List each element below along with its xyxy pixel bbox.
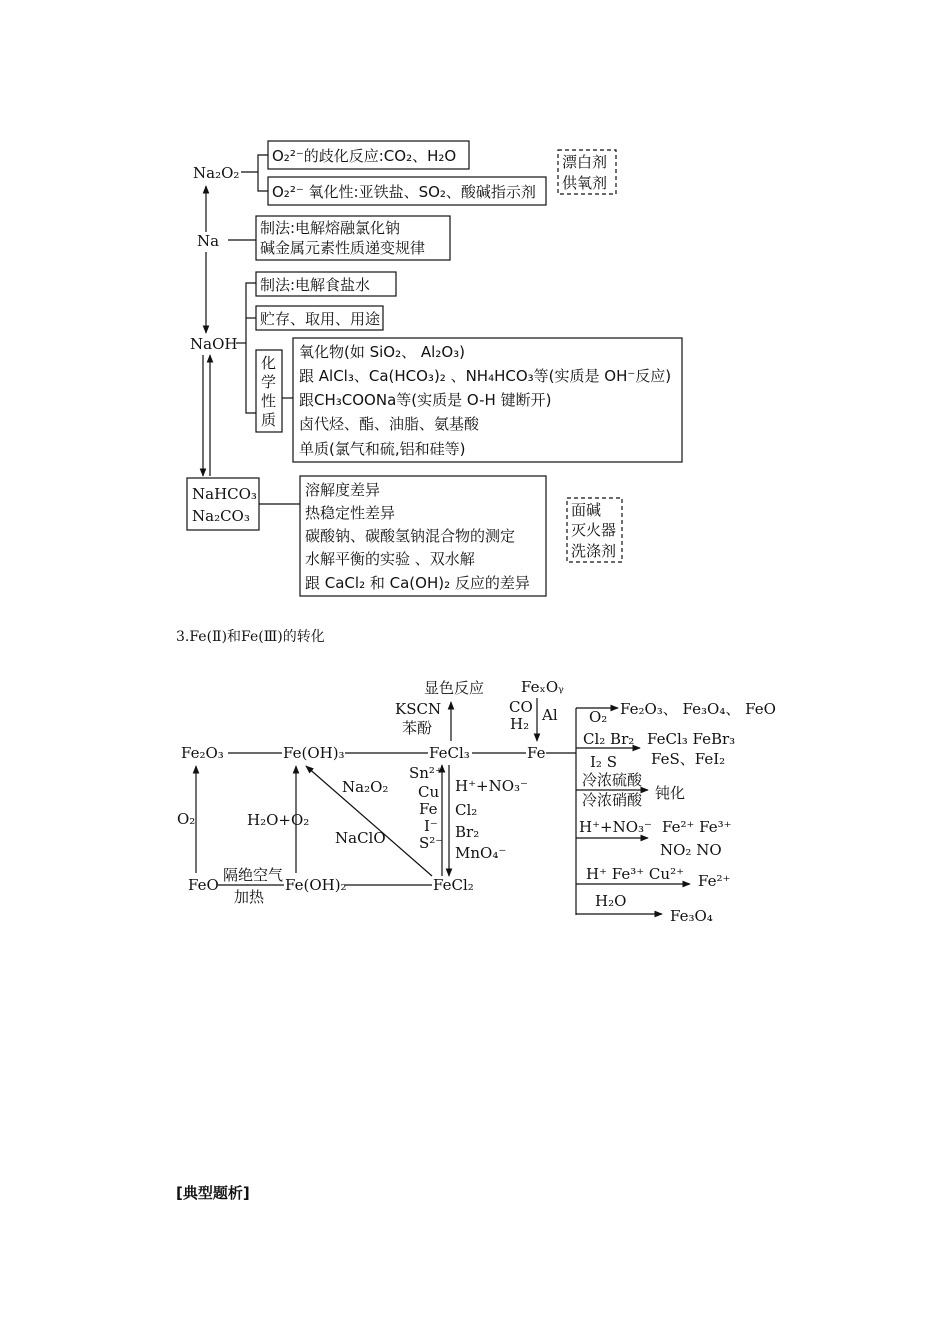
bleach-label: 漂白剂 [562,153,608,171]
na-node: Na [197,232,220,250]
carbonate-use-3: 洗涤剂 [571,542,617,560]
o2-oxidizing-text: O₂²⁻ 氧化性:亚铁盐、SO₂、酸碱指示剂 [272,183,536,201]
kscn-label: KSCN [395,700,442,718]
r5-product-top: Fe²⁺ Fe³⁺ [662,818,732,836]
r4-product: 钝化 [655,784,686,802]
typical-analysis-title: [典型题析] [176,1184,250,1202]
fexoy-label: FeₓOᵧ [521,678,564,696]
chem-props-char-3: 性 [261,392,277,410]
reducer-3: Fe [419,800,438,818]
chem-props-char-2: 学 [261,373,277,391]
o2-left-label: O₂ [177,810,196,828]
naoh-prep-text: 制法:电解食盐水 [260,276,371,294]
naoh-storage-text: 贮存、取用、用途 [260,310,381,328]
carbonate-prop-1: 溶解度差异 [305,481,381,499]
h2o-o2-label: H₂O+O₂ [247,811,310,829]
r2-product: FeCl₃ FeBr₃ [647,730,736,748]
oxidizer-3: Br₂ [455,823,480,841]
r1-reagent: O₂ [589,708,608,726]
na-trend-text: 碱金属元素性质递变规律 [260,239,426,257]
r7-reagent: H₂O [595,892,627,910]
chem-prop-1: 氧化物(如 SiO₂、 Al₂O₃) [299,343,466,361]
fecl3-node: FeCl₃ [429,744,470,762]
o2-disproportion-text: O₂²⁻的歧化反应:CO₂、H₂O [272,147,457,165]
na2o2-bracket [258,155,268,191]
carbonate-use-1: 面碱 [571,501,602,519]
r1-product: Fe₂O₃、 Fe₃O₄、 FeO [620,700,776,718]
heat-label: 加热 [234,888,265,906]
h2-label: H₂ [510,715,530,733]
fe2o3-node: Fe₂O₃ [181,744,224,762]
chem-props-char-1: 化 [261,354,277,372]
al-label: Al [542,706,558,724]
oxidizer-2: Cl₂ [455,801,478,819]
chem-prop-5: 单质(氯气和硫,铝和硅等) [299,440,466,458]
r5-product-bottom: NO₂ NO [660,841,722,859]
na2co3-node: Na₂CO₃ [192,507,250,525]
naoh-node: NaOH [190,335,238,353]
phenol-label: 苯酚 [402,719,433,737]
reducer-2: Cu [418,783,440,801]
fecl2-node: FeCl₂ [433,876,474,894]
fe-node: Fe [527,744,546,762]
na2o2-label: Na₂O₂ [342,778,389,796]
r6-reagent: H⁺ Fe³⁺ Cu²⁺ [586,865,684,883]
oxygen-supply-label: 供氧剂 [562,174,608,192]
r2-reagent: Cl₂ Br₂ [583,730,635,748]
r4-reagent-top: 冷浓硫酸 [582,771,643,789]
chem-prop-2: 跟 AlCl₃、Ca(HCO₃)₂ 、NH₄HCO₃等(实质是 OH⁻反应) [299,367,672,385]
nahco3-node: NaHCO₃ [192,485,257,503]
chem-props-char-4: 质 [261,411,277,429]
r7-product: Fe₃O₄ [670,907,713,925]
chem-prop-3: 跟CH₃COONa等(实质是 O-H 键断开) [299,391,552,409]
chem-prop-4: 卤代烃、酯、油脂、氨基酸 [299,415,480,433]
carbonate-prop-3: 碳酸钠、碳酸氢钠混合物的测定 [305,527,516,545]
section3-title: 3.Fe(Ⅱ)和Fe(Ⅲ)的转化 [176,629,325,645]
oxidizer-1: H⁺+NO₃⁻ [455,777,528,795]
feoh3-node: Fe(OH)₃ [283,744,345,762]
r5-reagent: H⁺+NO₃⁻ [579,818,652,836]
feoh2-node: Fe(OH)₂ [285,876,347,894]
na2o2-node: Na₂O₂ [193,164,240,182]
naoh-bracket [246,283,256,413]
oxidizer-4: MnO₄⁻ [455,844,507,862]
reducer-4: I⁻ [424,817,438,835]
r3-product: FeS、FeI₂ [651,750,726,768]
color-reaction-label: 显色反应 [424,679,485,697]
reducer-5: S²⁻ [419,834,444,852]
r4-reagent-bottom: 冷浓硝酸 [582,791,643,809]
co-label: CO [509,698,533,716]
naclo-label: NaClO [335,829,386,847]
carbonate-prop-4: 水解平衡的实验 、双水解 [305,550,475,568]
reducer-1: Sn²⁺ [409,764,443,782]
carbonate-prop-2: 热稳定性差异 [305,504,396,522]
r6-product: Fe²⁺ [698,872,731,890]
r3-reagent: I₂ S [590,753,617,771]
na-prep-text: 制法:电解熔融氯化钠 [260,219,401,237]
isolate-air-label: 隔绝空气 [223,866,284,884]
feo-node: FeO [188,876,219,894]
carbonate-use-2: 灭火器 [571,521,617,539]
carbonate-prop-5: 跟 CaCl₂ 和 Ca(OH)₂ 反应的差异 [305,574,530,592]
